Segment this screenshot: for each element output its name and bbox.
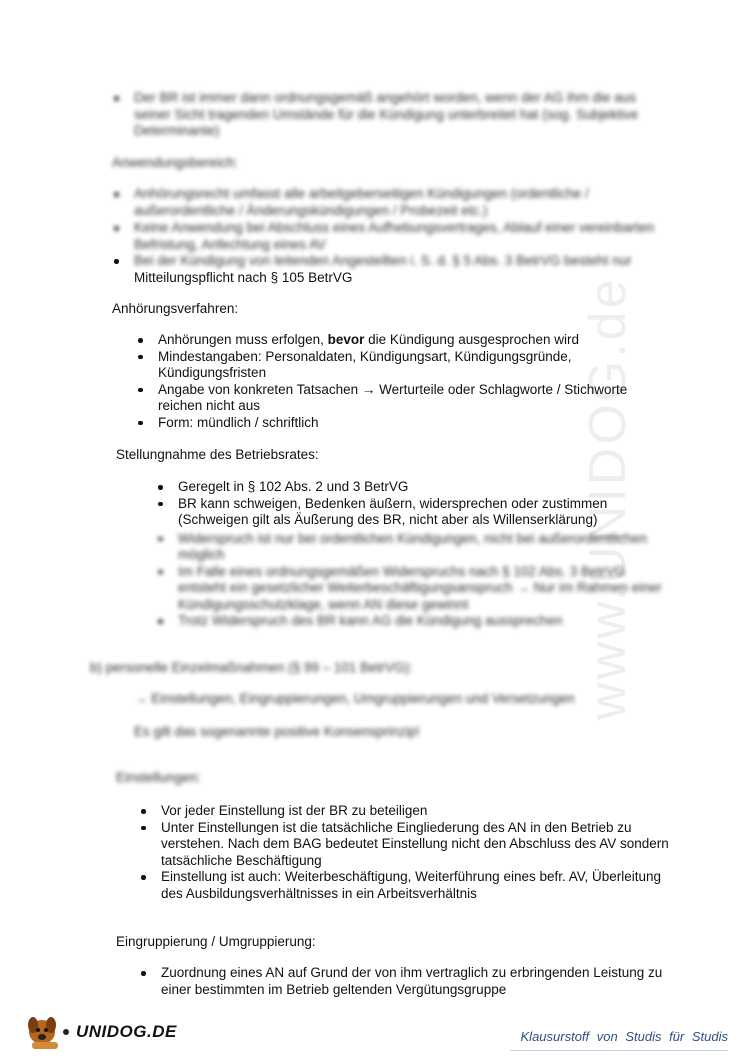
blurred-list <box>110 186 655 253</box>
dog-icon <box>22 1010 78 1052</box>
list-item <box>110 253 670 286</box>
list-einstellungen <box>137 803 677 902</box>
blurred-line: → Einstellungen, Eingruppierungen, Umgruppierungen und Versetzungen <box>134 691 575 706</box>
section-heading: Anwendungsbereich: <box>112 155 239 170</box>
list-item-text: Mitteilungspflicht nach § 105 BetrVG <box>134 269 353 285</box>
list-item-text: Anhörungen muss erfolgen, <box>158 332 328 347</box>
list-item <box>134 332 654 349</box>
list-item: Unter Einstellungen ist die tatsächliche Eingliederung des AN in den Betrieb zu verstehen. Nach dem BAG bedeutet Einstellung nicht den Abschluss des AV sondern tatsächliche Beschäftigung <box>137 820 677 870</box>
unidog-logo <box>22 1010 177 1052</box>
list-item: Im Falle eines ordnungsgemäßen Widerspruchs nach § 102 Abs. 3 BetrVG entsteht ein gesetzlicher Weiterbeschäftigungsanspruch → Nur im Rahmen einer Kündigungsschutzklage, wenn AN diese gewinnt <box>154 564 674 614</box>
list-item: Vor jeder Einstellung ist der BR zu beteiligen <box>137 803 677 820</box>
list-item: Der BR ist immer dann ordnungsgemäß angehört worden, wenn der AG ihm die aus seiner Sicht tragenden Umstände für die Kündigung unterbreitet hat (sog. Subjektive Determinante) <box>110 90 655 140</box>
heading-personelle-einzelmassnahmen: b) personelle Einzelmaßnahmen (§ 99 – 101 BetrVG): <box>90 660 413 675</box>
list-item: Geregelt in § 102 Abs. 2 und 3 BetrVG <box>154 479 674 496</box>
bold-text: bevor <box>327 332 365 347</box>
watermark-text: www.UNIDOG.de <box>579 276 637 720</box>
footer-tagline: Klausurstoff von Studis für Studis <box>520 1029 728 1044</box>
list-stellungnahme <box>154 479 674 630</box>
list-item: Anhörungsrecht umfasst alle arbeitgeberseitigen Kündigungen (ordentliche / außerordentliche / Änderungskündigungen / Probezeit etc.) <box>110 186 655 219</box>
list-item: Mindestangaben: Personaldaten, Kündigungsart, Kündigungsgründe, Kündigungsfristen <box>134 349 654 382</box>
list-item: Trotz Widerspruch des BR kann AG die Kündigung aussprechen <box>154 613 674 630</box>
heading-einstellungen: Einstellungen: <box>116 770 201 785</box>
list-item: Widerspruch ist nur bei ordentlichen Kündigungen, nicht bei außerordentlichen möglich <box>154 531 674 564</box>
heading-anhoerungsverfahren: Anhörungsverfahren: <box>112 301 239 316</box>
list-item: BR kann schweigen, Bedenken äußern, widersprechen oder zustimmen (Schweigen gilt als Äußerung des BR, nicht aber als Willenserklärung) <box>154 496 674 529</box>
list-item: Angabe von konkreten Tatsachen → Werturteile oder Schlagworte / Stichworte reichen nicht aus <box>134 382 654 415</box>
list-eingruppierung <box>137 965 677 998</box>
heading-stellungnahme: Stellungnahme des Betriebsrates: <box>116 447 319 462</box>
blurred-top-section <box>110 90 655 140</box>
logo-text: UNIDOG.DE <box>76 1022 177 1041</box>
heading-eingruppierung: Eingruppierung / Umgruppierung: <box>116 934 316 949</box>
blurred-line: Es gilt das sogenannte positive Konsensprinzip! <box>134 724 420 739</box>
blurred-text: Bei der Kündigung von leitenden Angestellten i. S. d. § 5 Abs. 3 BetrVG besteht nur <box>134 253 632 268</box>
list-item-text: die Kündigung ausgesprochen wird <box>364 332 580 347</box>
footer-divider <box>510 1050 728 1051</box>
list-item-leitende <box>110 253 670 286</box>
list-item: Form: mündlich / schriftlich <box>134 415 654 432</box>
list-item: Einstellung ist auch: Weiterbeschäftigung, Weiterführung eines befr. AV, Überleitung des Ausbildungsverhältnisses in ein Arbeitsverhältnis <box>137 869 677 902</box>
list-item: Keine Anwendung bei Abschluss eines Aufhebungsvertrages, Ablauf einer vereinbarten Befristung, Anfechtung eines AV <box>110 220 655 253</box>
list-anhoerungsverfahren <box>134 332 654 431</box>
list-item: Zuordnung eines AN auf Grund der von ihm vertraglich zu erbringenden Leistung zu einer bestimmten im Betrieb geltenden Vergütungsgruppe <box>137 965 677 998</box>
